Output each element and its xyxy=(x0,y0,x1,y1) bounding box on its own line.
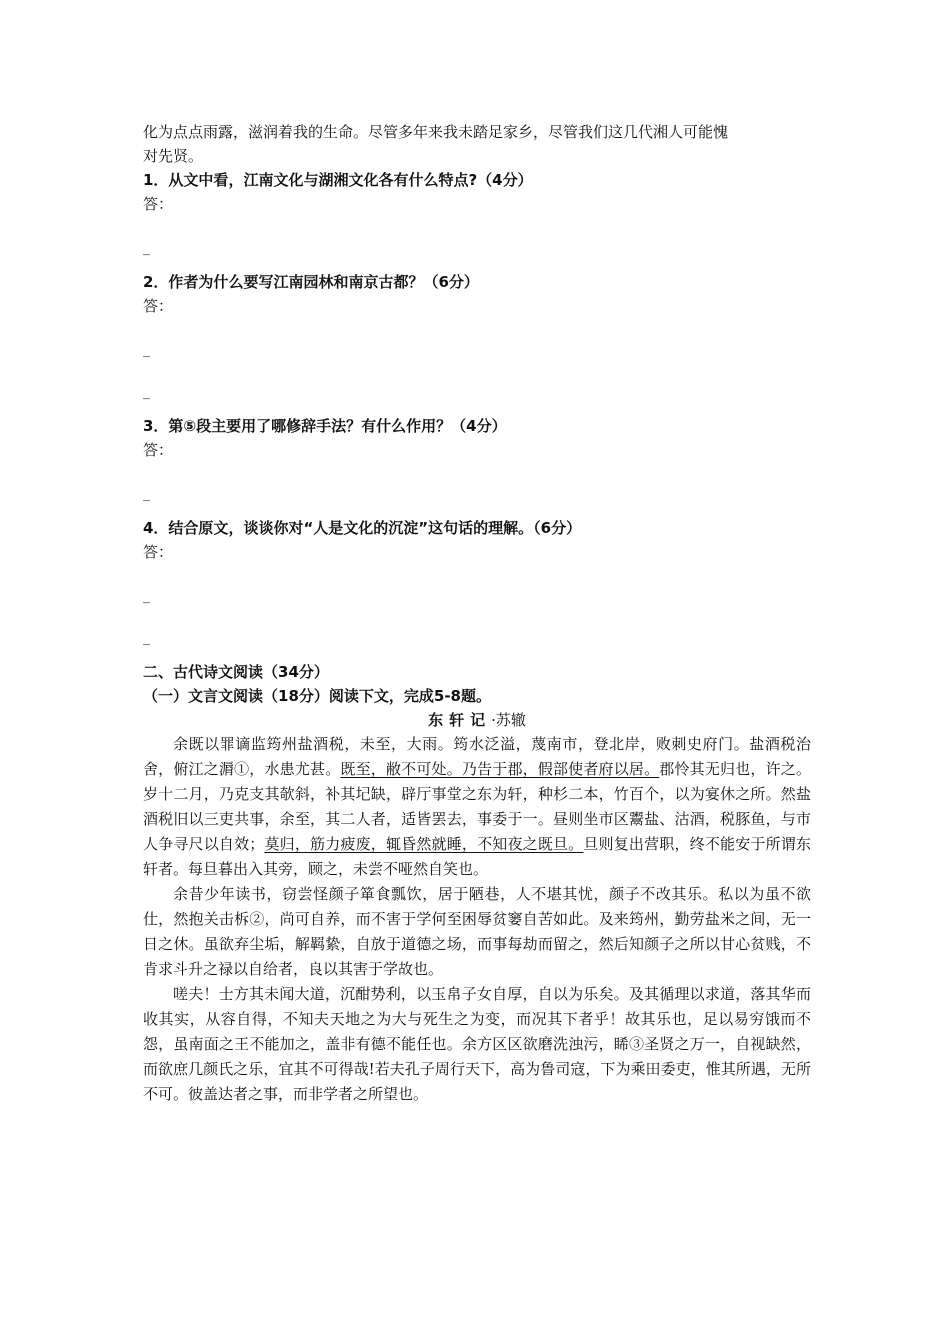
underlined-sentence-1: 既至，敝不可处。乃告于郡，假部使者府以居。 xyxy=(340,760,660,778)
question-1: 1．从文中看，江南文化与湖湘文化各有什么特点?（4分） xyxy=(143,171,533,189)
answer-blank[interactable]: _ xyxy=(143,486,150,502)
answer-blank[interactable]: _ xyxy=(143,384,150,400)
passage-text: 郡怜其无归也，许之。岁十二月，乃克支其欹斜，补其圮缺，辟厅事堂之东为轩，种杉二本，竹百个，以为宴休之所。然盐酒税旧以三吏共事，余至，其二人者，适皆罢去，事委于一。昼则坐市区鬻盐、沽酒，税豚鱼，与市人争寻尺以自效； xyxy=(143,760,811,853)
question-3: 3．第⑤段主要用了哪修辞手法？有什么作用？（4分） xyxy=(143,417,507,435)
question-4: 4．结合原文，谈谈你对“人是文化的沉淀”这句话的理解。（6分） xyxy=(143,519,582,537)
underlined-sentence-2: 莫归，筋力疲废，辄昏然就睡，不知夜之既旦。 xyxy=(264,835,584,853)
answer-label-4: 答： xyxy=(143,543,174,561)
passage-text: 余既以罪谪监筠州盐酒税，未至，大雨。筠水泛溢，蔑南市，登北岸，败刺史府门。盐酒税治舍，俯江之漘①，水患尤甚。 xyxy=(143,735,811,778)
section-subheading: （一）文言文阅读（18分）阅读下文，完成5-8题。 xyxy=(143,687,491,705)
intro-line-2: 对先贤。 xyxy=(143,147,204,165)
answer-label-1: 答： xyxy=(143,195,174,213)
answer-blank[interactable]: _ xyxy=(143,342,150,358)
answer-blank[interactable]: _ xyxy=(143,240,150,256)
document-page xyxy=(143,120,811,1107)
answer-blank[interactable]: _ xyxy=(143,630,150,646)
passage-title xyxy=(143,708,811,732)
passage-title-main: 东轩记 xyxy=(428,711,492,729)
passage-text: 旦则复出营职，终不能安于所谓东轩者。每旦暮出入其旁，顾之，未尝不哑然自笑也。 xyxy=(143,835,811,878)
passage-paragraph-2: 余昔少年读书，窃尝怪颜子箪食瓢饮，居于陋巷，人不堪其忧，颜子不改其乐。私以为虽不欲仕，然抱关击柝②，尚可自养，而不害于学何至困辱贫窭自苦如此。及来筠州，勤劳盐米之间，无一日之休。虽欲弃尘垢，解羁絷，自放于道德之场，而事每劫而留之，然后知颜子之所以甘心贫贱，不肯求斗升之禄以自给者，良以其害于学故也。 xyxy=(143,885,811,978)
passage-paragraph-3: 嗟夫！士方其未闻大道，沉酣势利，以玉帛子女自厚，自以为乐矣。及其循理以求道，落其华而收其实，从容自得，不知夫天地之为大与死生之为变，而况其下者乎！故其乐也，足以易穷饿而不怨，虽南面之王不能加之，盖非有德不能任也。余方区区欲磨洗浊污，睎③圣贤之万一，自视缺然，而欲庶几颜氏之乐，宜其不可得哉!若夫孔子周行天下，高为鲁司寇，下为乘田委吏，惟其所遇，无所不可。彼盖达者之事，而非学者之所望也。 xyxy=(143,985,811,1103)
intro-line-1: 化为点点雨露，滋润着我的生命。尽管多年来我未踏足家乡，尽管我们这几代湘人可能愧 xyxy=(143,123,729,141)
answer-label-3: 答： xyxy=(143,441,174,459)
passage-paragraph-1 xyxy=(143,732,811,882)
passage-title-author: ·苏辙 xyxy=(491,711,526,729)
answer-blank[interactable]: _ xyxy=(143,588,150,604)
question-2: 2．作者为什么要写江南园林和南京古都？（6分） xyxy=(143,273,479,291)
section-heading: 二、古代诗文阅读（34分） xyxy=(143,663,329,681)
answer-label-2: 答： xyxy=(143,297,174,315)
